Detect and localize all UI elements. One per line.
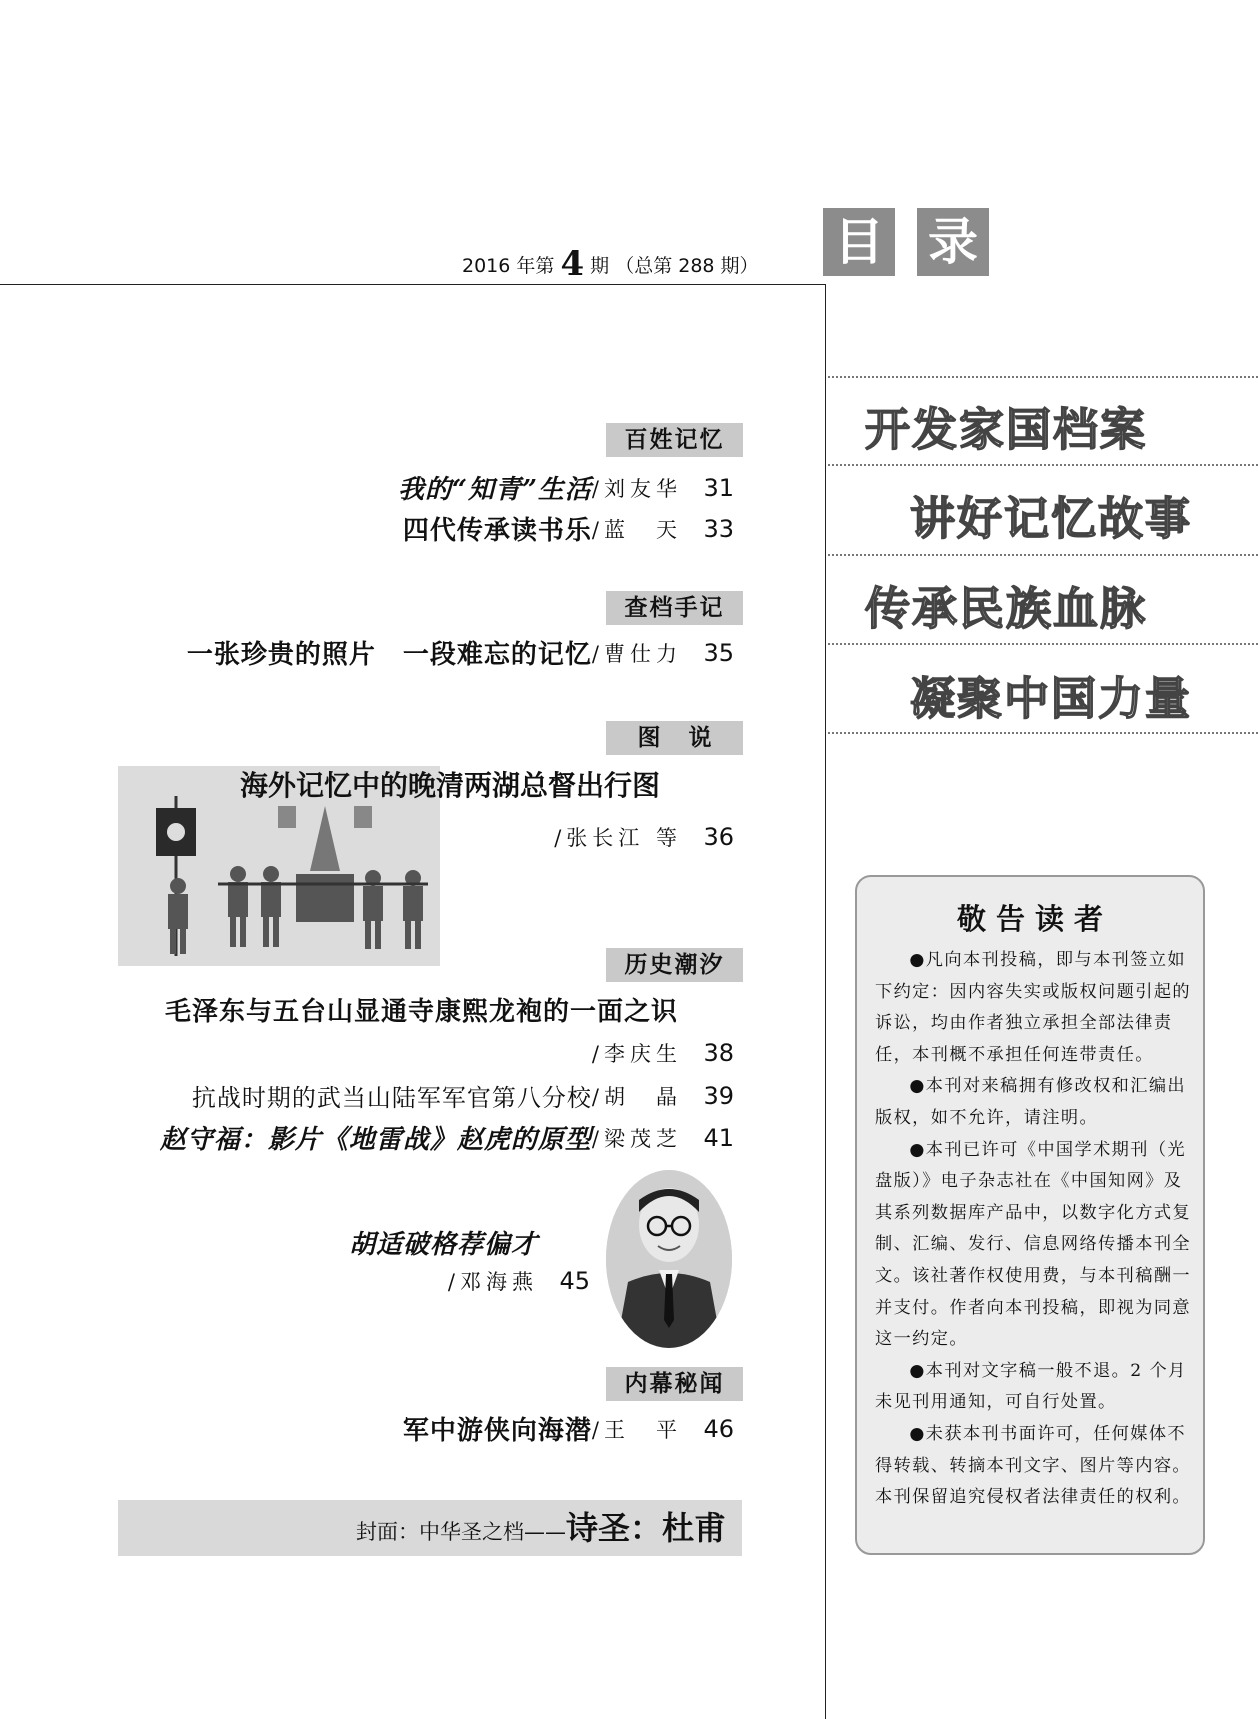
toc-item-page: 46 [703, 1414, 734, 1443]
notice-paragraph: ●未获本刊书面许可，任何媒体不得转载、转摘本刊文字、图片等内容。本刊保留追究侵权者法律责任的权利。 [875, 1423, 1191, 1508]
section-tag-lishi: 历史潮汐 [606, 948, 743, 982]
contents-heading-char-1: 目 [823, 208, 895, 276]
cover-caption [118, 1500, 742, 1556]
toc-item-page: 33 [703, 514, 734, 543]
toc-item-author: /胡 晶 [591, 1084, 682, 1109]
toc-item[interactable] [165, 991, 678, 1029]
slogan: 凝聚中国力量 [910, 672, 1193, 725]
notice-title: 敬告读者 [956, 902, 1113, 936]
toc-item-title: 军中游侠向海潜 [402, 1416, 592, 1446]
toc-item-page: 38 [703, 1039, 734, 1067]
header-rule [0, 284, 825, 285]
toc-item[interactable] [187, 634, 734, 672]
toc-item-page: 41 [703, 1123, 734, 1152]
dotted-divider [828, 464, 1258, 466]
toc-item-title: 毛泽东与五台山显通寺康熙龙袍的一面之识 [164, 997, 678, 1027]
toc-item-author: /梁茂芝 [591, 1126, 682, 1151]
notice-box [855, 875, 1205, 1555]
section-tag-baixing: 百姓记忆 [606, 423, 743, 457]
toc-item[interactable] [403, 510, 734, 548]
portrait-drawing [606, 1170, 732, 1348]
slogan: 传承民族血脉 [865, 582, 1148, 635]
portrait-photo [606, 1170, 732, 1348]
toc-item-author: /邓海燕 [447, 1270, 538, 1294]
issue-suffix: 期 （总第 288 期） [590, 255, 759, 277]
slogan: 讲好记忆故事 [910, 492, 1193, 545]
notice-body [875, 945, 1191, 1514]
notice-paragraph: ●本刊对文字稿一般不退。2 个月未见刊用通知，可自行处置。 [875, 1360, 1187, 1413]
toc-item-page: 36 [703, 823, 734, 851]
toc-item[interactable] [192, 1078, 734, 1116]
toc-item-title: 一张珍贵的照片 一段难忘的记忆 [186, 640, 592, 670]
issue-year: 2016 年第 [462, 255, 555, 277]
toc-item-title: 抗战时期的武当山陆军军官第八分校 [191, 1084, 592, 1112]
toc-item-author: /蓝 天 [591, 517, 682, 542]
toc-item-page: 39 [703, 1081, 734, 1110]
toc-item-author: /张长江 等 [554, 826, 682, 850]
dotted-divider [828, 376, 1258, 378]
toc-item-author: /王 平 [591, 1417, 682, 1442]
notice-paragraph: ●本刊已许可《中国学术期刊（光盘版）》电子杂志社在《中国知网》及其系列数据库产品中，以数字化方式复制、汇编、发行、信息网络传播本刊全文。该社著作权使用费，与本刊稿酬一并支付。作者向本刊投稿，即视为同意这一约定。 [875, 1139, 1191, 1350]
toc-item-page: 31 [703, 473, 734, 502]
dotted-divider [828, 643, 1258, 645]
toc-item-title: 胡适破格荐偏才 [348, 1230, 538, 1260]
toc-item-page: 35 [703, 638, 734, 667]
toc-item[interactable] [403, 1410, 734, 1448]
cover-caption-name: 诗圣：杜甫 [565, 1509, 726, 1547]
slogan: 开发家国档案 [865, 403, 1148, 456]
dotted-divider [828, 554, 1258, 556]
issue-info [462, 244, 759, 284]
toc-item[interactable] [349, 1224, 538, 1262]
tushuo-title[interactable]: 海外记忆中的晚清两湖总督出行图 [240, 769, 661, 802]
toc-item-byline [448, 1266, 590, 1304]
section-tag-neimu: 内幕秘闻 [606, 1367, 743, 1401]
notice-paragraph: ●凡向本刊投稿，即与本刊签立如下约定：因内容失实或版权问题引起的诉讼，均由作者独立承担全部法律责任，本刊概不承担任何连带责任。 [875, 950, 1191, 1065]
toc-item-title: 四代传承读书乐 [402, 516, 592, 546]
column-divider [825, 284, 826, 1719]
issue-number: 4 [560, 244, 585, 284]
notice-paragraph: ●本刊对来稿拥有修改权和汇编出版权，如不允许，请注明。 [875, 1076, 1187, 1128]
toc-item-title: 赵守福：影片《地雷战》赵虎的原型 [159, 1125, 592, 1155]
dotted-divider [828, 732, 1258, 734]
section-tag-chadang: 查档手记 [606, 591, 743, 625]
cover-caption-prefix: 封面：中华圣之档—— [355, 1520, 566, 1544]
tushuo-byline [554, 822, 734, 852]
toc-item-title: 我的“知青”生活 [398, 475, 592, 505]
toc-item-author: /刘友华 [591, 476, 682, 501]
toc-item[interactable] [160, 1119, 734, 1157]
contents-heading-char-2: 录 [917, 208, 989, 276]
toc-item-page: 45 [559, 1267, 590, 1295]
section-tag-tushuo: 图说 [606, 721, 743, 755]
toc-item[interactable] [398, 469, 734, 507]
toc-item-byline [592, 1038, 734, 1076]
toc-item-author: /曹仕力 [591, 641, 682, 666]
toc-item-author: /李庆生 [591, 1042, 682, 1066]
